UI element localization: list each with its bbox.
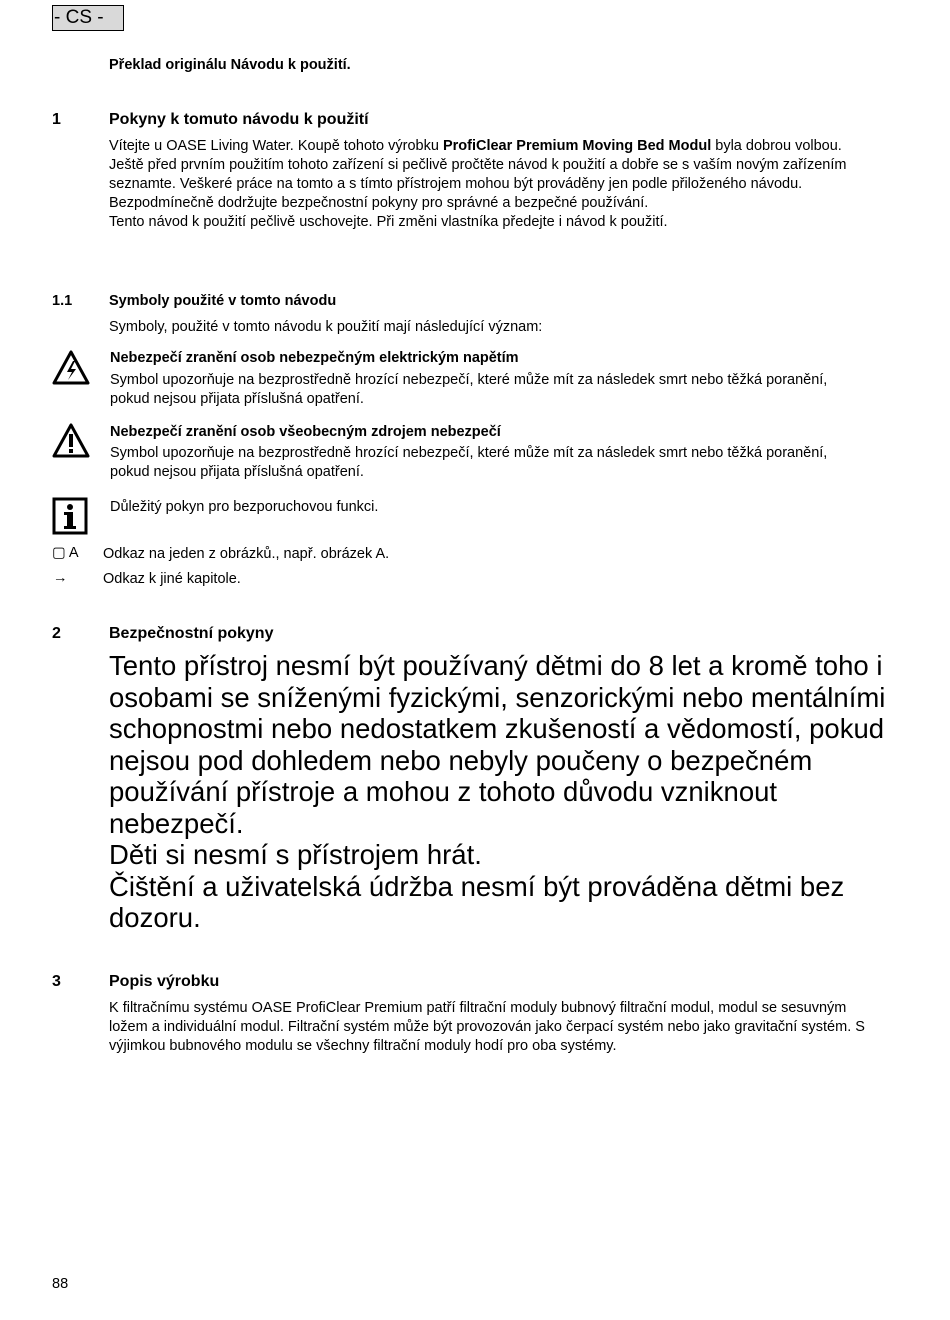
- document-subtitle: Překlad originálu Návodu k použití.: [109, 57, 351, 73]
- section-1-paragraph-1: Vítejte u OASE Living Water. Koupě tohoto výrobku ProfiClear Premium Moving Bed Modul byla dobrou volbou.: [109, 138, 842, 154]
- safety-warning-paragraph-1: Tento přístroj nesmí být používaný dětmi do 8 let a kromě toho i osobami se sníženými fyzickými, senzorickými nebo mentálními schopnostmi nebo nedostatkem zkušeností a vědomostí, pokud nejsou pod dohledem nebo nebyly poučeny o bezpečném používání přístroje a mohou z tohoto důvodu vzniknout nebezpečí.: [109, 650, 886, 839]
- figure-reference-text: Odkaz na jeden z obrázků., např. obrázek A.: [103, 546, 390, 562]
- section-1-1-intro: Symboly, použité v tomto návodu k použití mají následující význam:: [109, 319, 543, 335]
- safety-warning-body: [109, 650, 909, 934]
- section-1-1-title: Symboly použité v tomto návodu: [109, 293, 337, 309]
- language-tag: - CS -: [52, 5, 124, 31]
- page-number: 88: [52, 1276, 69, 1292]
- section-1-title: Pokyny k tomuto návodu k použití: [109, 111, 369, 128]
- section-3-paragraph: K filtračnímu systému OASE ProfiClear Premium patří filtrační moduly bubnový filtrační modul, modul se sesuvným ložem a individuální modul. Filtrační systém může být provozován jako čerpací systém nebo jako gravitační systém. S výjimkou bubnového modulu se všechny filtrační moduly hodí pro oba systémy.: [109, 1000, 865, 1054]
- section-1-paragraph-2: Ještě před prvním použitím tohoto zařízení si pečlivě pročtěte návod k použití a dobře se s vaším novým zařízením seznamte. Veškeré práce na tomto a s tímto přístrojem mohou být prováděny jen podle přiloženého návodu.: [109, 157, 847, 192]
- section-2-title: Bezpečnostní pokyny: [109, 625, 274, 642]
- electric-hazard-icon: [52, 350, 90, 391]
- general-hazard-icon: [52, 423, 90, 464]
- symbol-general-title: Nebezpečí zranění osob všeobecným zdrojem nebezpečí: [110, 424, 501, 440]
- section-1-paragraph-3: Bezpodmínečně dodržujte bezpečnostní pokyny pro správné a bezpečné používání.: [109, 195, 649, 211]
- section-1-1-number: 1.1: [52, 293, 73, 309]
- info-icon: [52, 497, 88, 540]
- symbol-electric-title: Nebezpečí zranění osob nebezpečným elektrickým napětím: [110, 350, 519, 366]
- section-1-body: [109, 137, 899, 232]
- chapter-reference-text: Odkaz k jiné kapitole.: [103, 571, 241, 587]
- safety-warning-paragraph-3: Čištění a uživatelská údržba nesmí být prováděna dětmi bez dozoru.: [109, 870, 845, 933]
- arrow-right-icon: →: [53, 570, 68, 586]
- section-1-paragraph-4: Tento návod k použití pečlivě uschovejte. Při změni vlastníka předejte i návod k použití.: [109, 214, 668, 230]
- symbol-info-text: Důležitý pokyn pro bezporuchovou funkci.: [110, 499, 379, 515]
- section-1-number: 1: [52, 111, 61, 128]
- symbol-electric-text: Symbol upozorňuje na bezprostředně hrozící nebezpečí, které může mít za následek smrt nebo těžká poranění, pokud nejsou přijata příslušná opatření.: [110, 372, 828, 407]
- safety-warning-paragraph-2: Děti si nesmí s přístrojem hrát.: [109, 839, 482, 870]
- section-3-title: Popis výrobku: [109, 973, 220, 990]
- figure-reference-symbol: ▢ A: [52, 545, 79, 561]
- section-2-number: 2: [52, 625, 61, 642]
- section-3-number: 3: [52, 973, 61, 990]
- symbol-general-text: Symbol upozorňuje na bezprostředně hrozící nebezpečí, které může mít za následek smrt nebo těžká poranění, pokud nejsou přijata příslušná opatření.: [110, 445, 828, 480]
